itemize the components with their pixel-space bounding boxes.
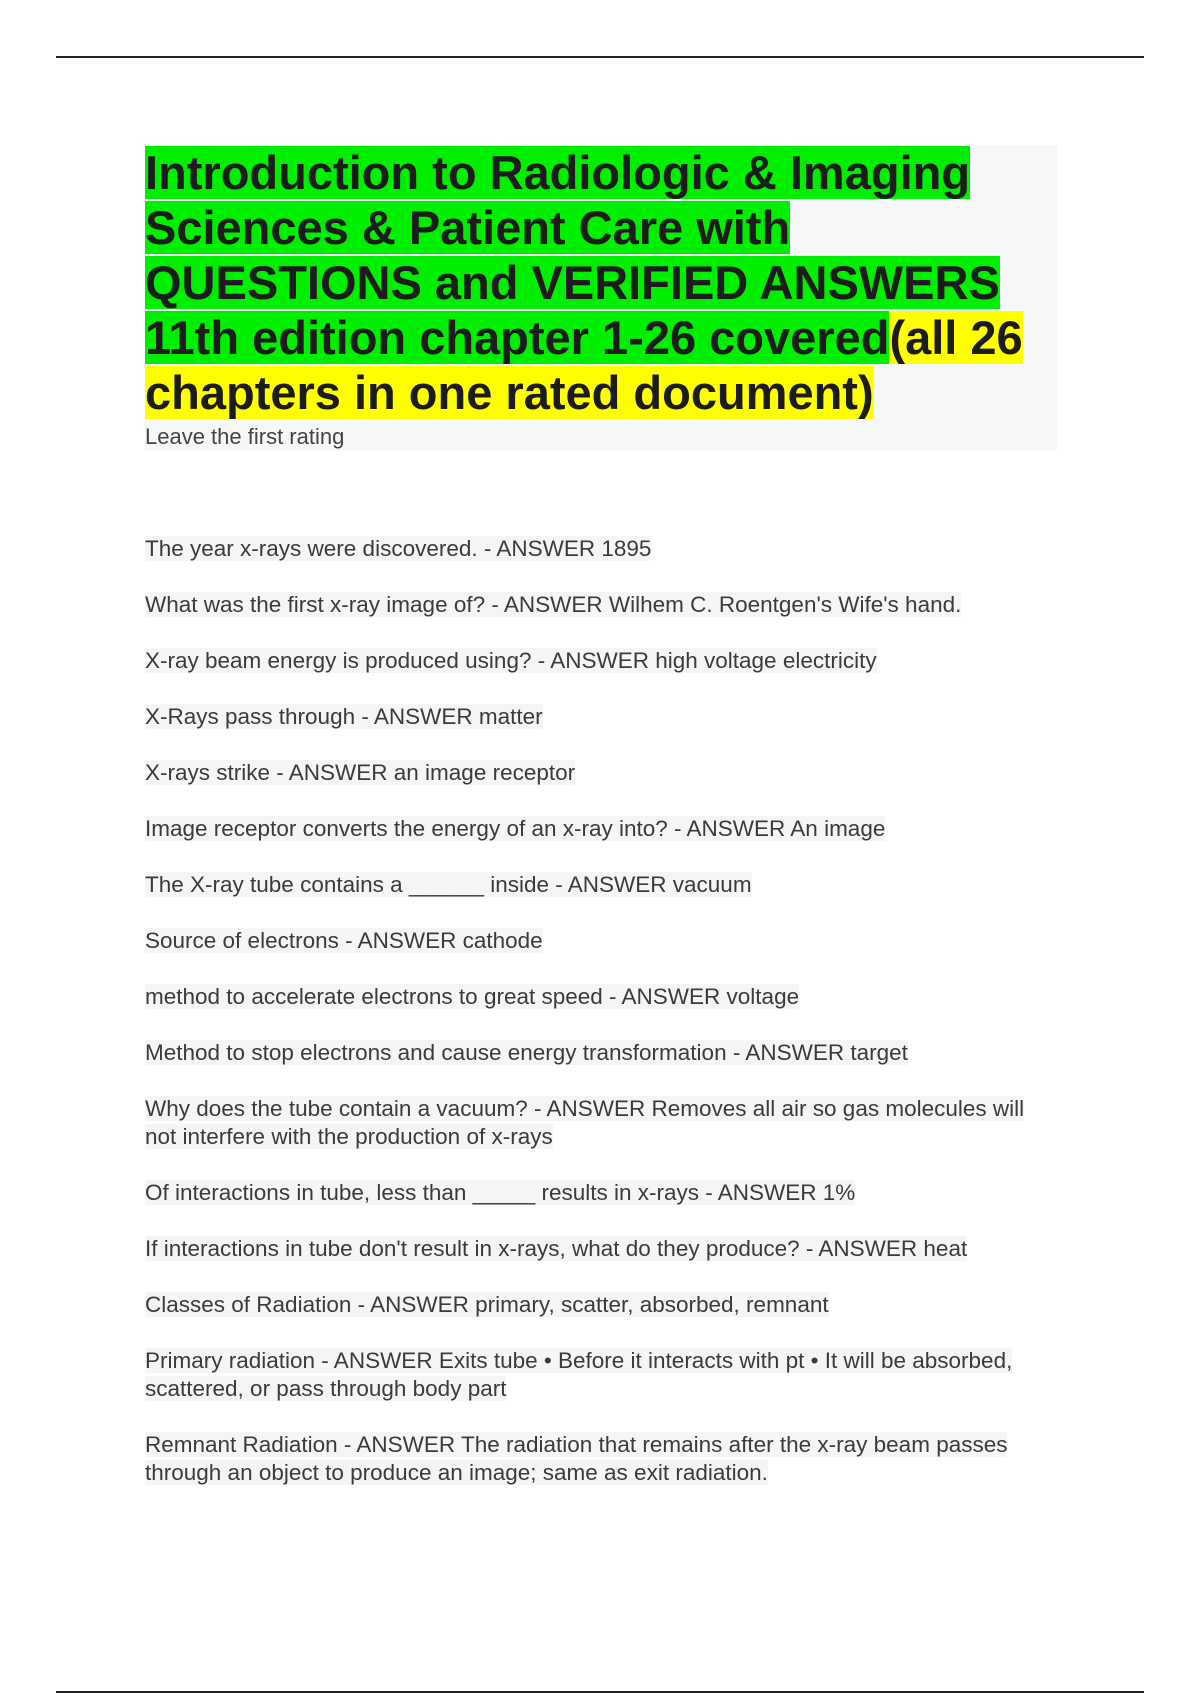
title-green-highlight: Introduction to Radiologic & Imaging Sciences & Patient Care with QUESTIONS and VERIFIED ANSWERS 11th edition chapter 1-26 covered [145,146,1000,364]
qa-item [145,815,1057,843]
qa-item [145,703,1057,731]
qa-item [145,647,1057,675]
qa-text: The X-ray tube contains a ______ inside - ANSWER vacuum [145,872,752,897]
title-block [145,145,1057,451]
qa-text: Image receptor converts the energy of an x-ray into? - ANSWER An image [145,816,886,841]
qa-item [145,591,1057,619]
qa-text: X-ray beam energy is produced using? - ANSWER high voltage electricity [145,648,877,673]
qa-item [145,759,1057,787]
qa-text: X-Rays pass through - ANSWER matter [145,704,543,729]
qa-text: Source of electrons - ANSWER cathode [145,928,543,953]
qa-item [145,1235,1057,1263]
qa-item [145,1347,1057,1403]
qa-item [145,535,1057,563]
qa-text: Of interactions in tube, less than _____ results in x-rays - ANSWER 1% [145,1180,856,1205]
qa-text: If interactions in tube don't result in x-rays, what do they produce? - ANSWER heat [145,1236,968,1261]
qa-item [145,983,1057,1011]
qa-item [145,1431,1057,1487]
qa-text: X-rays strike - ANSWER an image receptor [145,760,576,785]
qa-text: Primary radiation - ANSWER Exits tube • Before it interacts with pt • It will be absorbed, scattered, or pass through body part [145,1348,1013,1401]
qa-text: The year x-rays were discovered. - ANSWER 1895 [145,536,652,561]
qa-list [145,535,1065,1515]
qa-text: Classes of Radiation - ANSWER primary, scatter, absorbed, remnant [145,1292,829,1317]
qa-text: Remnant Radiation - ANSWER The radiation that remains after the x-ray beam passes through an object to produce an image; same as exit radiation. [145,1432,1008,1485]
rating-link[interactable]: Leave the first rating [145,424,345,449]
qa-item [145,1179,1057,1207]
qa-item [145,871,1057,899]
top-divider [56,56,1144,58]
qa-item [145,927,1057,955]
title-yellow-highlight: (all 26 chapters in one rated document) [145,311,1023,419]
document-title [145,145,1057,420]
qa-text: method to accelerate electrons to great speed - ANSWER voltage [145,984,800,1009]
qa-text: What was the first x-ray image of? - ANSWER Wilhem C. Roentgen's Wife's hand. [145,592,962,617]
qa-item [145,1291,1057,1319]
qa-item [145,1095,1057,1151]
bottom-divider [56,1691,1144,1693]
qa-text: Method to stop electrons and cause energy transformation - ANSWER target [145,1040,908,1065]
qa-text: Why does the tube contain a vacuum? - ANSWER Removes all air so gas molecules will not interfere with the production of x-rays [145,1096,1025,1149]
qa-item [145,1039,1057,1067]
